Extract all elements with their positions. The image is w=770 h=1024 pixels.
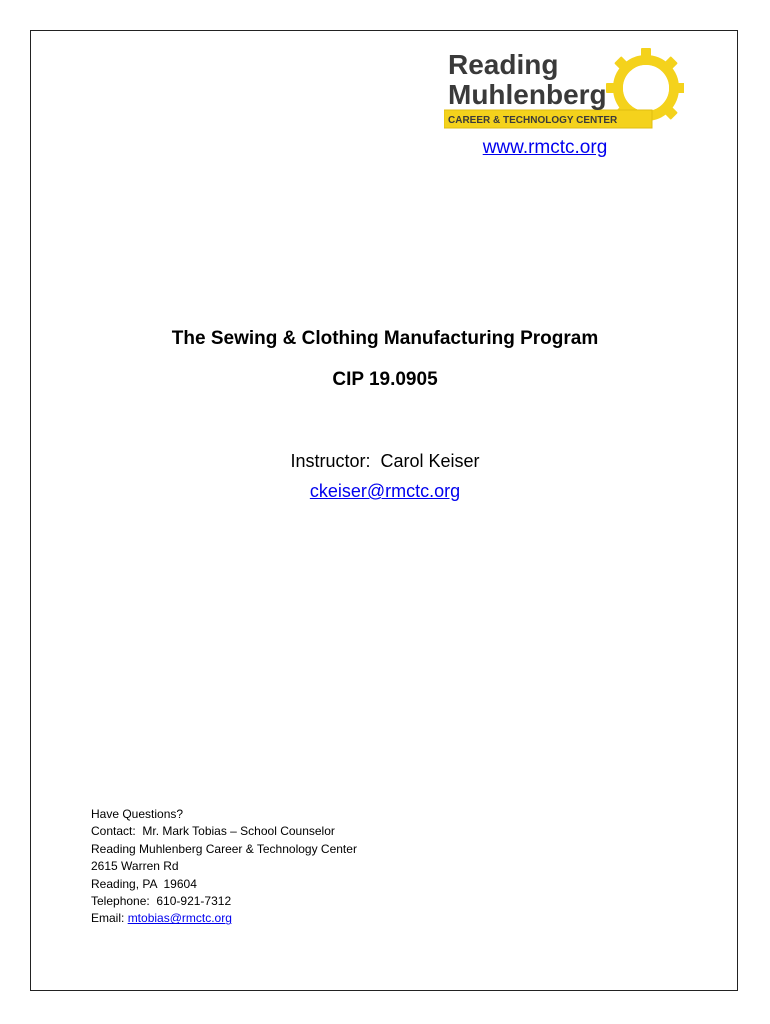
- website-link[interactable]: www.rmctc.org: [482, 137, 608, 158]
- logo-tagline: CAREER & TECHNOLOGY CENTER: [448, 115, 618, 126]
- contact-organization: Reading Muhlenberg Career & Technology Center: [91, 841, 357, 856]
- contact-email-link[interactable]: mtobias@rmctc.org: [127, 911, 232, 926]
- contact-street: 2615 Warren Rd: [91, 859, 179, 874]
- contact-person: Contact: Mr. Mark Tobias – School Counselor: [91, 824, 335, 839]
- contact-block: [91, 806, 357, 928]
- school-logo: [444, 44, 684, 132]
- logo-line-2: Muhlenberg: [448, 79, 607, 110]
- program-title: The Sewing & Clothing Manufacturing Program: [171, 328, 599, 349]
- instructor-line: Instructor: Carol Keiser: [290, 451, 480, 471]
- contact-city: Reading, PA 19604: [91, 876, 197, 891]
- contact-email-label: Email:: [91, 911, 128, 926]
- contact-heading: Have Questions?: [91, 807, 184, 821]
- instructor-email-link[interactable]: ckeiser@rmctc.org: [309, 481, 461, 501]
- contact-telephone: Telephone: 610-921-7312: [91, 894, 232, 909]
- cip-code: CIP 19.0905: [332, 369, 438, 390]
- contact-email-line: [91, 910, 357, 927]
- instructor-email-line: [0, 481, 770, 502]
- logo-line-1: Reading: [448, 49, 559, 80]
